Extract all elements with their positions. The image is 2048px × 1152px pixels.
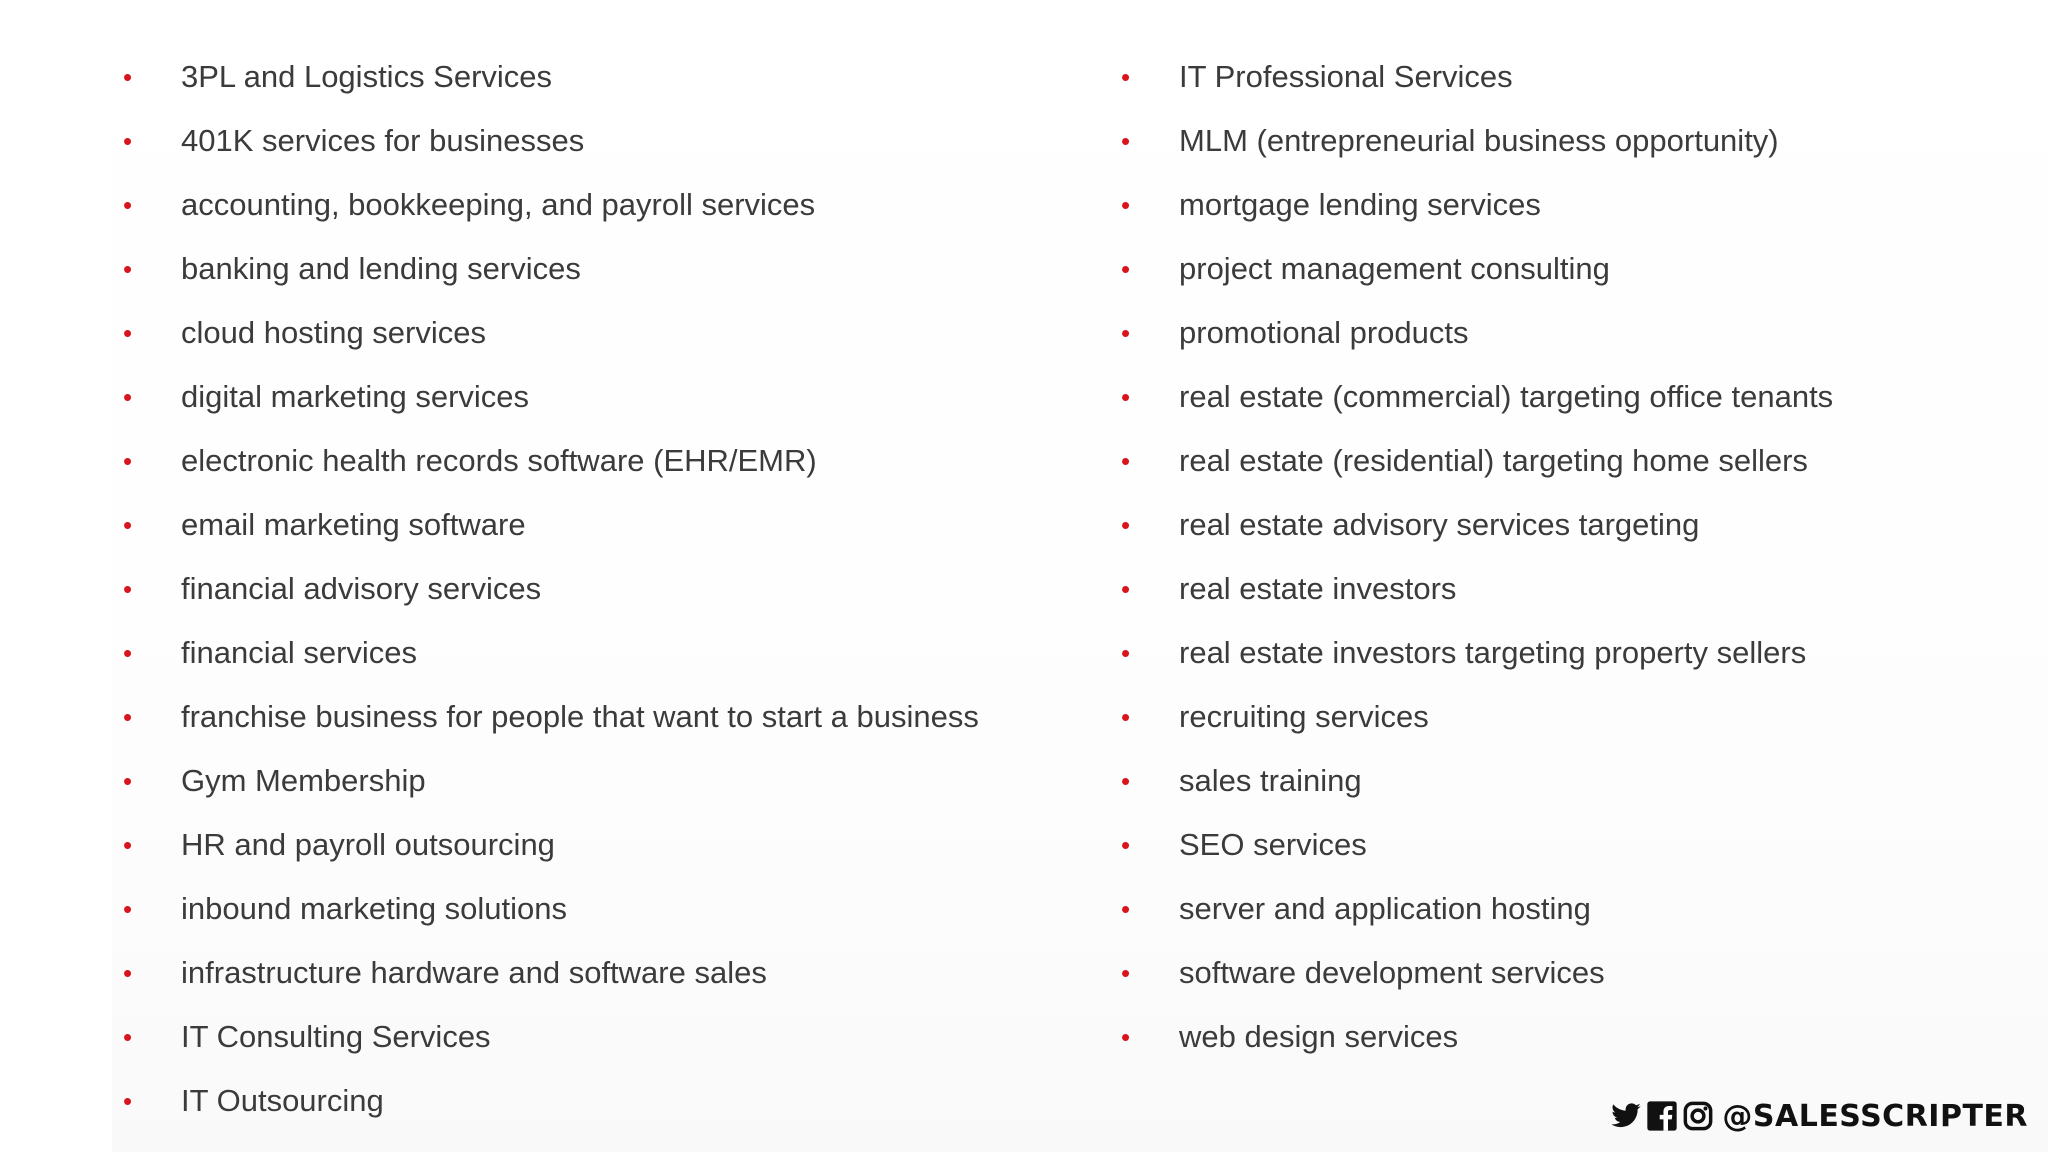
bullet-icon: • xyxy=(1121,830,1131,860)
list-item xyxy=(1118,887,1833,951)
list-item xyxy=(120,631,979,695)
list-item-text: real estate advisory services targeting xyxy=(1179,507,1700,542)
list-item-text: digital marketing services xyxy=(181,379,530,414)
bullet-icon: • xyxy=(123,958,133,988)
bullet-icon: • xyxy=(1121,126,1131,156)
social-footer xyxy=(1610,1096,2028,1136)
bullet-icon: • xyxy=(123,446,133,476)
bullet-icon: • xyxy=(1121,510,1131,540)
list-item-text: mortgage lending services xyxy=(1179,187,1541,222)
list-item xyxy=(120,695,979,759)
bullet-icon: • xyxy=(123,190,133,220)
list-item xyxy=(1118,567,1833,631)
list-item-text: sales training xyxy=(1179,763,1362,798)
bullet-icon: • xyxy=(123,702,133,732)
bullet-icon: • xyxy=(123,318,133,348)
facebook-icon xyxy=(1646,1100,1678,1132)
list-item-text: real estate (residential) targeting home sellers xyxy=(1179,443,1808,478)
bullet-icon: • xyxy=(1121,254,1131,284)
list-item xyxy=(1118,759,1833,823)
list-item-text: MLM (entrepreneurial business opportunity) xyxy=(1179,123,1779,158)
social-handle: @SALESSCRIPTER xyxy=(1722,1098,2028,1134)
list-item-text: accounting, bookkeeping, and payroll services xyxy=(181,187,816,222)
list-item-text: franchise business for people that want to start a business xyxy=(181,699,979,734)
list-item xyxy=(1118,695,1833,759)
list-item-text: real estate investors xyxy=(1179,571,1457,606)
bullet-icon: • xyxy=(1121,958,1131,988)
bullet-icon: • xyxy=(1121,190,1131,220)
list-item xyxy=(120,567,979,631)
list-item xyxy=(120,823,979,887)
list-item xyxy=(120,247,979,311)
right-bullet-list xyxy=(1118,55,1833,1079)
list-item xyxy=(120,55,979,119)
list-item-text: cloud hosting services xyxy=(181,315,486,350)
list-item-text: SEO services xyxy=(1179,827,1367,862)
list-item xyxy=(120,119,979,183)
list-item xyxy=(1118,119,1833,183)
list-item xyxy=(1118,247,1833,311)
list-item-text: Gym Membership xyxy=(181,763,426,798)
bullet-icon: • xyxy=(1121,702,1131,732)
list-item xyxy=(1118,55,1833,119)
list-item-text: IT Consulting Services xyxy=(181,1019,491,1054)
bullet-icon: • xyxy=(1121,318,1131,348)
twitter-icon xyxy=(1610,1100,1642,1132)
list-item-text: electronic health records software (EHR/EMR) xyxy=(181,443,817,478)
bullet-icon: • xyxy=(123,894,133,924)
bullet-icon: • xyxy=(1121,766,1131,796)
list-item-text: 3PL and Logistics Services xyxy=(181,59,553,94)
list-item xyxy=(120,759,979,823)
list-item-text: banking and lending services xyxy=(181,251,581,286)
list-item xyxy=(120,439,979,503)
bullet-icon: • xyxy=(123,126,133,156)
list-item xyxy=(120,1079,979,1143)
list-item xyxy=(120,951,979,1015)
bullet-icon: • xyxy=(1121,638,1131,668)
list-item-text: recruiting services xyxy=(1179,699,1429,734)
bullet-icon: • xyxy=(123,1022,133,1052)
bullet-icon: • xyxy=(1121,894,1131,924)
bullet-icon: • xyxy=(1121,574,1131,604)
list-item xyxy=(1118,183,1833,247)
bullet-icon: • xyxy=(1121,1022,1131,1052)
list-item-text: financial services xyxy=(181,635,418,670)
list-item-text: IT Outsourcing xyxy=(181,1083,384,1118)
bullet-icon: • xyxy=(123,382,133,412)
list-item xyxy=(1118,439,1833,503)
left-bullet-list xyxy=(120,55,979,1143)
instagram-icon xyxy=(1682,1100,1714,1132)
list-item xyxy=(120,311,979,375)
list-item xyxy=(1118,823,1833,887)
bullet-icon: • xyxy=(1121,62,1131,92)
list-item-text: email marketing software xyxy=(181,507,526,542)
list-item-text: server and application hosting xyxy=(1179,891,1591,926)
list-item-text: inbound marketing solutions xyxy=(181,891,568,926)
list-item xyxy=(120,503,979,567)
bullet-icon: • xyxy=(123,510,133,540)
list-item xyxy=(1118,375,1833,439)
list-item xyxy=(120,183,979,247)
list-item xyxy=(1118,951,1833,1015)
bullet-icon: • xyxy=(1121,382,1131,412)
list-item-text: promotional products xyxy=(1179,315,1469,350)
bullet-icon: • xyxy=(123,1086,133,1116)
list-item-text: real estate investors targeting property sellers xyxy=(1179,635,1807,670)
bullet-icon: • xyxy=(123,766,133,796)
bullet-icon: • xyxy=(123,638,133,668)
list-item xyxy=(1118,311,1833,375)
list-item xyxy=(120,887,979,951)
list-item-text: infrastructure hardware and software sales xyxy=(181,955,767,990)
list-item-text: IT Professional Services xyxy=(1179,59,1513,94)
bullet-icon: • xyxy=(123,62,133,92)
list-item xyxy=(120,1015,979,1079)
list-item xyxy=(1118,1015,1833,1079)
bullet-icon: • xyxy=(1121,446,1131,476)
list-item-text: software development services xyxy=(1179,955,1605,990)
list-item-text: web design services xyxy=(1179,1019,1459,1054)
bullet-icon: • xyxy=(123,574,133,604)
list-item-text: project management consulting xyxy=(1179,251,1610,286)
list-item xyxy=(120,375,979,439)
list-item-text: financial advisory services xyxy=(181,571,542,606)
list-item-text: HR and payroll outsourcing xyxy=(181,827,555,862)
list-item xyxy=(1118,503,1833,567)
list-item-text: real estate (commercial) targeting office tenants xyxy=(1179,379,1834,414)
bullet-icon: • xyxy=(123,254,133,284)
bullet-icon: • xyxy=(123,830,133,860)
list-item-text: 401K services for businesses xyxy=(181,123,585,158)
list-item xyxy=(1118,631,1833,695)
